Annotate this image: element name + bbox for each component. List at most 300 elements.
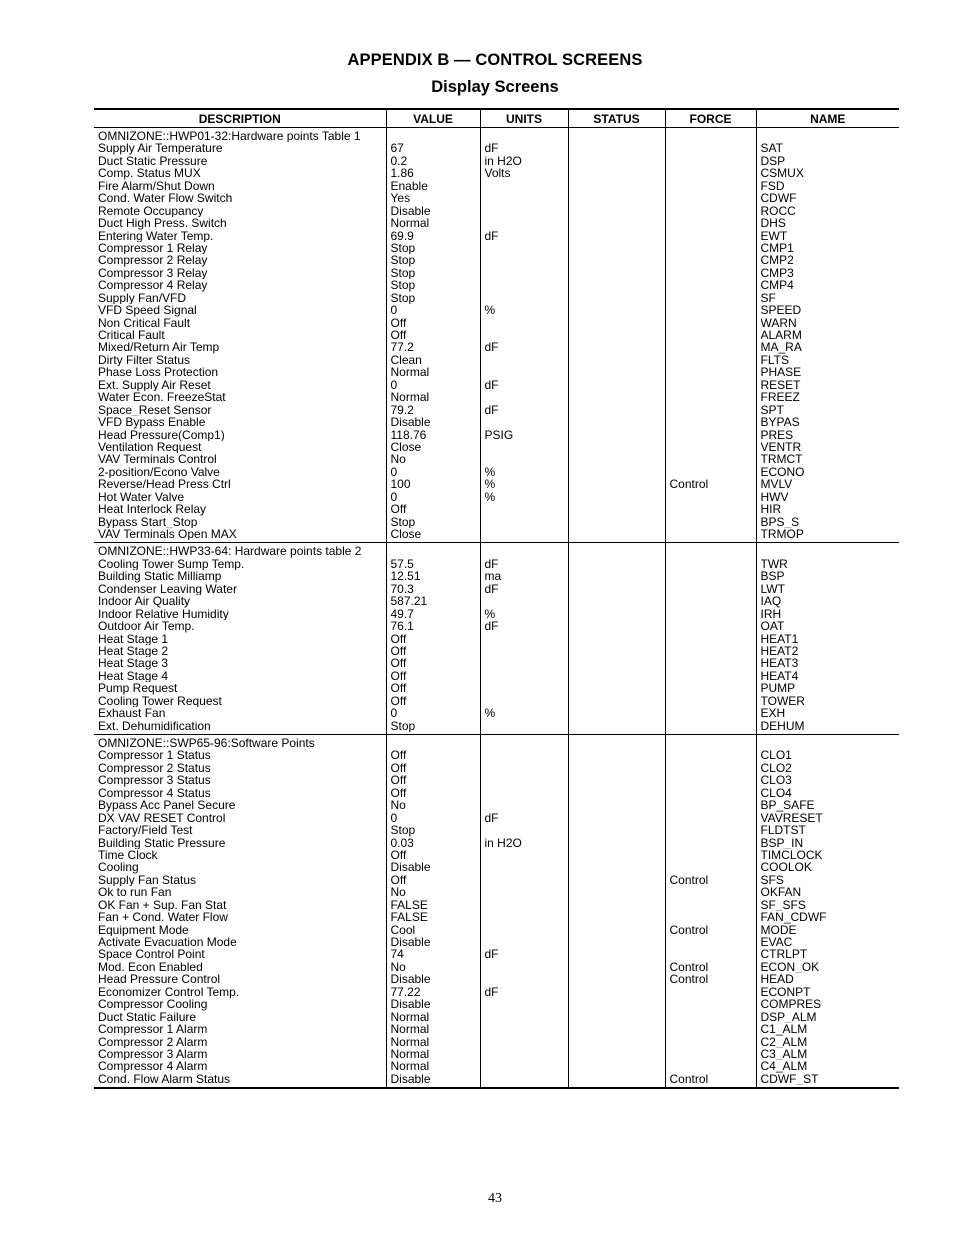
cell-value: 0 xyxy=(390,490,398,504)
cell-status xyxy=(573,1060,661,1072)
cell-force xyxy=(670,217,752,229)
column-status xyxy=(568,735,665,1089)
cell-name: SAT xyxy=(760,142,783,155)
cell-status xyxy=(573,682,661,694)
cell-units xyxy=(485,1023,564,1035)
cell-description: Non Critical Fault xyxy=(98,316,191,329)
cell-value: Cool xyxy=(390,923,416,936)
cell-status xyxy=(573,366,661,378)
cell-description: Comp. Status MUX xyxy=(98,167,201,180)
cell-value: FALSE xyxy=(390,898,428,912)
cell-units xyxy=(485,657,564,669)
cell-status xyxy=(573,812,661,824)
cell-name: CLO1 xyxy=(760,749,792,762)
cell-name: VAVRESET xyxy=(760,811,823,825)
cell-status xyxy=(573,304,661,316)
cell-description: Remote Occupancy xyxy=(98,204,204,218)
cell-force xyxy=(670,528,752,540)
column-name xyxy=(756,128,899,543)
cell-value: Normal xyxy=(390,1010,430,1024)
cell-force xyxy=(670,720,752,732)
cell-units xyxy=(485,1060,564,1072)
cell-value: Stop xyxy=(390,824,416,837)
cell-name: IAQ xyxy=(760,595,782,608)
cell-value: Off xyxy=(390,761,407,775)
cell-units: ma xyxy=(484,570,502,583)
cell-force xyxy=(670,948,752,960)
cell-description: Hot Water Valve xyxy=(98,490,185,504)
cell-units: dF xyxy=(484,403,499,417)
cell-name: ECON_OK xyxy=(760,960,820,974)
cell-force xyxy=(670,595,752,607)
header-description: DESCRIPTION xyxy=(94,109,386,128)
column-description xyxy=(94,128,386,543)
cell-description: Space_Reset Sensor xyxy=(98,403,212,417)
cell-description: Dirty Filter Status xyxy=(98,353,191,367)
cell-units xyxy=(485,267,564,279)
cell-force xyxy=(670,986,752,998)
cell-status xyxy=(573,749,661,761)
cell-name: CDWF_ST xyxy=(760,1072,819,1086)
cell-value: Normal xyxy=(390,217,430,230)
cell-units xyxy=(485,217,564,229)
cell-status xyxy=(573,583,661,595)
cell-units xyxy=(485,1073,564,1085)
cell-units xyxy=(485,720,564,732)
cell-force xyxy=(670,824,752,836)
table-section-row xyxy=(94,128,899,543)
cell-force xyxy=(670,142,752,154)
cell-force xyxy=(670,749,752,761)
cell-units xyxy=(485,762,564,774)
column-value xyxy=(386,543,480,735)
cell-name: BYPAS xyxy=(760,416,800,429)
cell-units xyxy=(485,354,564,366)
cell-units xyxy=(485,180,564,192)
column-status xyxy=(568,128,665,543)
cell-status xyxy=(573,292,661,304)
cell-force xyxy=(670,583,752,595)
table-section xyxy=(94,735,899,1089)
cell-description: Duct High Press. Switch xyxy=(98,217,227,230)
spacer xyxy=(485,130,564,142)
cell-status xyxy=(573,886,661,898)
cell-units xyxy=(485,849,564,861)
cell-units xyxy=(485,1036,564,1048)
cell-force xyxy=(670,620,752,632)
cell-description: Cooling xyxy=(98,861,139,874)
cell-description: Fan + Cond. Water Flow xyxy=(98,911,228,924)
cell-status xyxy=(573,774,661,786)
cell-name: TRMOP xyxy=(760,528,804,541)
cell-name: HIR xyxy=(760,503,782,516)
cell-description: Compressor 1 Relay xyxy=(98,241,208,255)
cell-name: CMP2 xyxy=(760,254,794,267)
cell-force: Control xyxy=(669,923,709,936)
spacer xyxy=(761,545,896,557)
cell-force xyxy=(670,167,752,179)
cell-force xyxy=(670,633,752,645)
cell-value: Off xyxy=(390,669,407,683)
column-description xyxy=(94,543,386,735)
cell-force xyxy=(670,1023,752,1035)
cell-description: Bypass Acc Panel Secure xyxy=(98,799,236,812)
cell-force xyxy=(670,911,752,923)
cell-value: 77.2 xyxy=(390,341,414,354)
cell-status xyxy=(573,478,661,490)
cell-status xyxy=(573,1036,661,1048)
cell-force xyxy=(670,503,752,515)
cell-units: Volts xyxy=(484,167,511,180)
cell-force xyxy=(670,1011,752,1023)
cell-name: BSP_IN xyxy=(760,836,804,849)
cell-force xyxy=(670,416,752,428)
cell-description: Compressor 2 Relay xyxy=(98,254,208,267)
cell-units xyxy=(485,874,564,886)
cell-name: FSD xyxy=(760,179,785,193)
cell-name: COOLOK xyxy=(760,861,812,874)
table-section-row xyxy=(94,735,899,1089)
cell-value: 69.9 xyxy=(390,229,414,242)
cell-units: % xyxy=(484,490,496,504)
cell-status xyxy=(573,429,661,441)
cell-value: 1.86 xyxy=(390,167,414,180)
cell-description: Mod. Econ Enabled xyxy=(98,960,203,974)
cell-status xyxy=(573,595,661,607)
cell-force xyxy=(670,254,752,266)
cell-force xyxy=(670,570,752,582)
cell-units: dF xyxy=(484,948,499,961)
cell-status xyxy=(573,874,661,886)
cell-units xyxy=(485,366,564,378)
cell-description: VFD Bypass Enable xyxy=(98,416,206,429)
cell-units xyxy=(485,899,564,911)
cell-name: IRH xyxy=(760,607,782,621)
cell-description: Mixed/Return Air Temp xyxy=(98,341,220,354)
cell-status xyxy=(573,441,661,453)
cell-status xyxy=(573,453,661,465)
cell-force xyxy=(670,466,752,478)
spacer xyxy=(670,545,752,557)
header-force: FORCE xyxy=(665,109,756,128)
cell-name: SPT xyxy=(760,403,784,417)
cell-status xyxy=(573,720,661,732)
cell-force xyxy=(670,707,752,719)
cell-force xyxy=(670,645,752,657)
cell-force xyxy=(670,762,752,774)
cell-name: ALARM xyxy=(760,329,802,342)
control-screens-table xyxy=(94,108,899,1089)
cell-units xyxy=(485,1048,564,1060)
cell-description: DX VAV RESET Control xyxy=(98,811,226,825)
cell-name: HEAT2 xyxy=(760,644,799,658)
cell-units: dF xyxy=(484,341,499,354)
cell-units: in H2O xyxy=(484,836,522,849)
cell-name: ECONPT xyxy=(760,985,811,999)
cell-force: Control xyxy=(669,1072,709,1086)
cell-description: Compressor 4 Status xyxy=(98,786,211,800)
section-heading: OMNIZONE::HWP33-64: Hardware points table 2 xyxy=(98,545,362,558)
cell-description: Phase Loss Protection xyxy=(98,366,219,379)
column-force xyxy=(665,543,756,735)
header-status: STATUS xyxy=(568,109,665,128)
cell-units: dF xyxy=(484,811,499,825)
cell-value: 587.21 xyxy=(390,595,428,608)
cell-value: Clean xyxy=(390,353,422,367)
cell-force xyxy=(670,304,752,316)
cell-name: MA_RA xyxy=(760,341,802,354)
cell-status xyxy=(573,416,661,428)
cell-force xyxy=(670,1036,752,1048)
cell-name: TOWER xyxy=(760,694,805,708)
cell-status xyxy=(573,608,661,620)
cell-description: Cond. Water Flow Switch xyxy=(98,192,233,205)
cell-value: Disable xyxy=(390,973,431,986)
cell-status xyxy=(573,973,661,985)
spacer xyxy=(391,545,476,557)
cell-description: Ventilation Request xyxy=(98,440,202,454)
cell-units xyxy=(485,441,564,453)
cell-force xyxy=(670,899,752,911)
column-force xyxy=(665,128,756,543)
cell-status xyxy=(573,707,661,719)
cell-units: dF xyxy=(484,229,499,242)
cell-value: No xyxy=(390,886,406,899)
cell-description: Reverse/Head Press Ctrl xyxy=(98,478,231,491)
cell-force xyxy=(670,837,752,849)
cell-name: BP_SAFE xyxy=(760,799,815,812)
cell-name: ROCC xyxy=(760,204,796,218)
cell-description: Compressor 3 Alarm xyxy=(98,1047,208,1061)
cell-description: Fire Alarm/Shut Down xyxy=(98,179,215,193)
spacer xyxy=(485,545,564,557)
table-section-row xyxy=(94,543,899,735)
column-force xyxy=(665,735,756,1089)
cell-status xyxy=(573,404,661,416)
cell-status xyxy=(573,1048,661,1060)
cell-description: Compressor 3 Relay xyxy=(98,266,208,280)
cell-units xyxy=(485,453,564,465)
cell-units: dF xyxy=(484,985,499,999)
cell-status xyxy=(573,391,661,403)
cell-units xyxy=(485,317,564,329)
cell-force xyxy=(670,558,752,570)
cell-units xyxy=(485,886,564,898)
cell-description: Heat Stage 2 xyxy=(98,644,169,658)
cell-description: Factory/Field Test xyxy=(98,824,193,837)
cell-units xyxy=(485,503,564,515)
cell-status xyxy=(573,837,661,849)
cell-status xyxy=(573,155,661,167)
spacer xyxy=(761,737,896,749)
cell-status xyxy=(573,861,661,873)
cell-value: FALSE xyxy=(390,911,428,924)
cell-description: Compressor 3 Status xyxy=(98,774,211,787)
cell-name: CTRLPT xyxy=(760,948,808,961)
cell-description: Cond. Flow Alarm Status xyxy=(98,1072,231,1086)
cell-units xyxy=(485,416,564,428)
cell-description: Duct Static Pressure xyxy=(98,154,208,168)
cell-value: Disable xyxy=(390,936,431,949)
cell-force xyxy=(670,205,752,217)
cell-value: Off xyxy=(390,682,407,695)
cell-units: PSIG xyxy=(484,428,514,441)
cell-status xyxy=(573,491,661,503)
cell-description: Activate Evacuation Mode xyxy=(98,936,237,949)
cell-units xyxy=(485,1011,564,1023)
cell-name: ECONO xyxy=(760,465,805,479)
cell-force xyxy=(670,441,752,453)
cell-value: 76.1 xyxy=(390,620,414,633)
cell-force xyxy=(670,670,752,682)
cell-name: MVLV xyxy=(760,478,793,491)
table-section xyxy=(94,543,899,735)
cell-value: Disable xyxy=(390,1072,431,1086)
cell-description: Bypass Start_Stop xyxy=(98,515,198,528)
cell-name: EWT xyxy=(760,229,788,242)
cell-value: 49.7 xyxy=(390,607,414,621)
cell-units xyxy=(485,645,564,657)
cell-units xyxy=(485,824,564,836)
cell-units xyxy=(485,242,564,254)
cell-value: Off xyxy=(390,316,407,329)
cell-description: Condenser Leaving Water xyxy=(98,582,237,596)
cell-force xyxy=(670,1060,752,1072)
spacer xyxy=(573,737,661,749)
cell-value: Stop xyxy=(390,291,416,305)
cell-status xyxy=(573,657,661,669)
cell-description: Ext. Dehumidification xyxy=(98,719,211,732)
cell-force xyxy=(670,774,752,786)
cell-status xyxy=(573,948,661,960)
cell-value: Off xyxy=(390,657,407,670)
cell-status xyxy=(573,570,661,582)
cell-status xyxy=(573,192,661,204)
cell-name: DSP_ALM xyxy=(760,1010,817,1024)
cell-description: Building Static Pressure xyxy=(98,836,226,849)
cell-name: C4_ALM xyxy=(760,1060,808,1073)
cell-force xyxy=(670,242,752,254)
page-number: 43 xyxy=(488,1191,502,1206)
cell-description: Compressor 4 Relay xyxy=(98,279,208,292)
spacer xyxy=(573,130,661,142)
cell-units xyxy=(485,516,564,528)
cell-name: FLDTST xyxy=(760,824,806,837)
cell-units: % xyxy=(484,304,496,317)
cell-name: CMP4 xyxy=(760,279,794,292)
cell-force xyxy=(670,799,752,811)
cell-description: Pump Request xyxy=(98,682,178,695)
cell-status xyxy=(573,558,661,570)
cell-force xyxy=(670,391,752,403)
cell-status xyxy=(573,1011,661,1023)
cell-value: Off xyxy=(390,694,407,708)
cell-value: Off xyxy=(390,786,407,800)
cell-name: CMP1 xyxy=(760,241,794,255)
cell-units xyxy=(485,292,564,304)
cell-description: Supply Fan Status xyxy=(98,873,197,887)
cell-description: Compressor 4 Alarm xyxy=(98,1060,208,1073)
cell-value: Off xyxy=(390,848,407,862)
cell-value: 0.2 xyxy=(390,154,408,168)
cell-value: Disable xyxy=(390,204,431,218)
cell-units xyxy=(485,861,564,873)
cell-status xyxy=(573,329,661,341)
cell-value: Stop xyxy=(390,266,416,280)
cell-value: 0 xyxy=(390,304,398,317)
cell-force xyxy=(670,192,752,204)
cell-status xyxy=(573,695,661,707)
cell-value: Off xyxy=(390,644,407,658)
cell-status xyxy=(573,911,661,923)
cell-description: Supply Air Temperature xyxy=(98,142,223,155)
cell-description: Outdoor Air Temp. xyxy=(98,620,195,633)
cell-units xyxy=(485,633,564,645)
cell-status xyxy=(573,379,661,391)
cell-name: CLO4 xyxy=(760,786,792,800)
spacer xyxy=(391,130,476,142)
cell-units: dF xyxy=(484,557,499,571)
cell-status xyxy=(573,167,661,179)
cell-force: Control xyxy=(669,973,709,986)
cell-description: Heat Stage 3 xyxy=(98,657,169,670)
cell-force xyxy=(670,292,752,304)
cell-name: C2_ALM xyxy=(760,1035,808,1048)
cell-status xyxy=(573,633,661,645)
cell-name: HEAT1 xyxy=(760,632,799,645)
cell-value: Normal xyxy=(390,391,430,404)
cell-value: Normal xyxy=(390,366,430,379)
cell-status xyxy=(573,670,661,682)
column-description xyxy=(94,735,386,1089)
cell-force xyxy=(670,354,752,366)
cell-force xyxy=(670,998,752,1010)
cell-status xyxy=(573,267,661,279)
cell-description: Duct Static Failure xyxy=(98,1010,197,1024)
cell-value: Off xyxy=(390,873,407,887)
table-header-row xyxy=(94,109,899,128)
cell-description: Compressor Cooling xyxy=(98,998,208,1011)
cell-name: PUMP xyxy=(760,682,796,695)
cell-name: CMP3 xyxy=(760,266,794,280)
cell-force xyxy=(670,317,752,329)
page-subtitle: Display Screens xyxy=(431,78,559,96)
cell-name: BPS_S xyxy=(760,515,800,528)
cell-units: dF xyxy=(484,142,499,155)
cell-name: WARN xyxy=(760,316,797,329)
cell-force xyxy=(670,657,752,669)
cell-name: PHASE xyxy=(760,366,802,379)
cell-description: 2-position/Econo Valve xyxy=(98,465,220,479)
cell-name: C3_ALM xyxy=(760,1047,808,1061)
cell-name: SF_SFS xyxy=(760,898,806,912)
cell-status xyxy=(573,354,661,366)
cell-description: Compressor 1 Alarm xyxy=(98,1023,208,1036)
cell-name: VENTR xyxy=(760,440,802,454)
cell-value: 74 xyxy=(390,948,404,961)
cell-value: Enable xyxy=(390,179,428,193)
cell-name: HEAD xyxy=(760,973,794,986)
cell-status xyxy=(573,799,661,811)
cell-description: Indoor Relative Humidity xyxy=(98,607,229,621)
cell-force xyxy=(670,516,752,528)
cell-value: 0 xyxy=(390,811,398,825)
cell-status xyxy=(573,620,661,632)
cell-value: Off xyxy=(390,329,407,342)
cell-value: Off xyxy=(390,774,407,787)
cell-force xyxy=(670,379,752,391)
cell-status xyxy=(573,254,661,266)
